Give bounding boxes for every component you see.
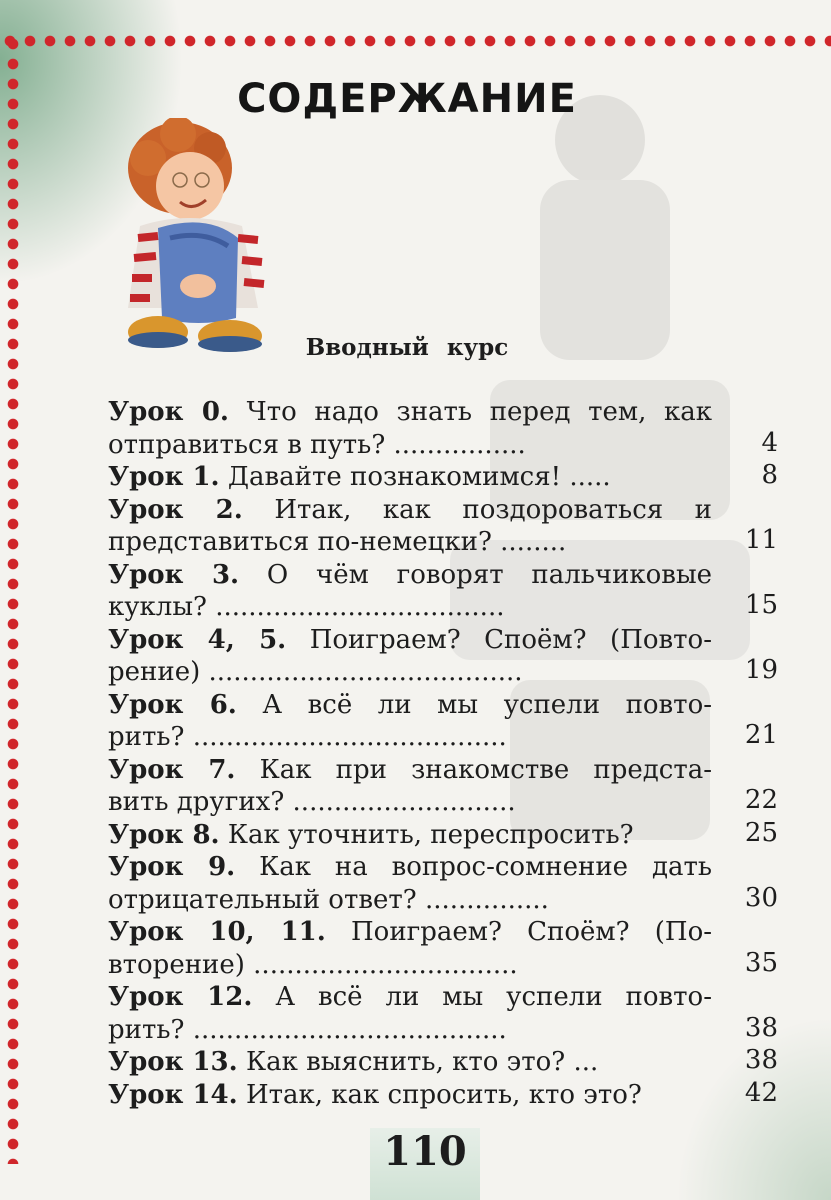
lesson-title-text: отрицательный ответ? ............... — [108, 884, 549, 915]
page-number: 110 — [383, 1128, 467, 1175]
toc-line — [108, 494, 712, 527]
page-reference: 11 — [744, 525, 778, 555]
page-reference: 8 — [761, 460, 778, 490]
toc-line — [108, 526, 712, 559]
page-reference: 38 — [744, 1012, 778, 1043]
lesson-title-text: отправиться в путь? ................ — [108, 429, 526, 460]
section-heading: Вводный курс — [305, 334, 509, 361]
toc-entry[interactable] — [108, 689, 788, 754]
lesson-title-text: вторение) ................................ — [108, 949, 518, 980]
lesson-label: Урок 10, 11. — [108, 917, 326, 947]
page-reference: 21 — [744, 720, 778, 750]
lesson-title-text: рение) ...................................... — [108, 657, 523, 687]
toc-line — [108, 461, 712, 494]
left-dotted-border — [6, 34, 20, 1164]
page-title: СОДЕРЖАНИЕ — [237, 76, 577, 122]
lesson-label: Урок 9. — [108, 852, 236, 882]
page-reference: 42 — [744, 1077, 778, 1108]
lesson-label: Урок 14. — [108, 1079, 238, 1110]
toc-entry[interactable] — [108, 559, 788, 624]
lesson-title-text: Что надо знать перед тем, как — [246, 397, 712, 427]
toc-line — [108, 624, 712, 657]
page-reference: 19 — [744, 655, 778, 685]
lesson-label: Урок 6. — [108, 689, 237, 720]
toc-entry[interactable] — [108, 819, 788, 852]
page-reference: 30 — [744, 882, 778, 913]
lesson-label: Урок 13. — [108, 1047, 238, 1077]
toc-entry[interactable] — [108, 851, 788, 916]
lesson-label: Урок 12. — [108, 982, 253, 1012]
page-reference: 35 — [744, 947, 778, 978]
toc-line — [108, 656, 712, 689]
toc-line — [108, 591, 712, 624]
lesson-title-text: рить? ...................................... — [108, 1014, 507, 1045]
lesson-title-text: Поиграем? Споём? (По- — [351, 917, 712, 947]
toc-line — [108, 851, 712, 884]
page-reference: 38 — [744, 1045, 778, 1075]
toc-line — [108, 429, 712, 462]
toc-line — [108, 819, 712, 852]
toc-entry[interactable] — [108, 461, 788, 494]
table-of-contents — [108, 396, 788, 1111]
toc-line — [108, 1079, 712, 1112]
toc-line — [108, 949, 712, 982]
toc-line — [108, 559, 712, 592]
boy-sitting-illustration — [118, 118, 278, 358]
page-reference: 25 — [744, 817, 778, 848]
lesson-label: Урок 7. — [108, 754, 236, 785]
toc-line — [108, 786, 712, 819]
toc-entry[interactable] — [108, 624, 788, 689]
page-reference: 15 — [744, 590, 778, 620]
toc-entry[interactable] — [108, 916, 788, 981]
lesson-title-text: А всё ли мы успели повто- — [262, 689, 712, 720]
lesson-title-text: Как выяснить, кто это? ... — [245, 1047, 599, 1077]
lesson-title-text: Как на вопрос-сомнение дать — [259, 852, 712, 882]
toc-line — [108, 396, 712, 429]
top-dotted-border — [0, 34, 831, 48]
lesson-title-text: куклы? ................................... — [108, 592, 505, 622]
lesson-title-text: вить других? ........................... — [108, 787, 516, 817]
toc-entry[interactable] — [108, 494, 788, 559]
toc-line — [108, 981, 712, 1014]
page-reference: 22 — [744, 785, 778, 815]
lesson-label: Урок 8. — [108, 819, 220, 850]
toc-line — [108, 1014, 712, 1047]
lesson-title-text: Как при знакомстве предста- — [259, 754, 712, 785]
toc-line — [108, 754, 712, 787]
lesson-label: Урок 1. — [108, 462, 220, 492]
lesson-title-text: Как уточнить, переспросить? — [227, 819, 634, 850]
toc-entry[interactable] — [108, 1046, 788, 1079]
lesson-title-text: рить? ...................................... — [108, 722, 507, 752]
lesson-title-text: Итак, как спросить, кто это? — [245, 1079, 642, 1110]
toc-line — [108, 916, 712, 949]
lesson-title-text: Поиграем? Споём? (Повто- — [309, 624, 712, 655]
lesson-label: Урок 0. — [108, 397, 229, 427]
lesson-title-text: Итак, как поздороваться и — [274, 494, 712, 525]
toc-entry[interactable] — [108, 1079, 788, 1112]
lesson-label: Урок 2. — [108, 494, 243, 525]
page-reference: 4 — [761, 427, 778, 458]
toc-entry[interactable] — [108, 396, 788, 461]
lesson-title-text: А всё ли мы успели повто- — [275, 982, 712, 1012]
lesson-label: Урок 3. — [108, 559, 240, 590]
lesson-title-text: представиться по-немецки? ........ — [108, 527, 567, 557]
toc-line — [108, 1046, 712, 1079]
lesson-label: Урок 4, 5. — [108, 624, 287, 655]
toc-entry[interactable] — [108, 754, 788, 819]
lesson-title-text: О чём говорят пальчиковые — [266, 559, 712, 590]
toc-entry[interactable] — [108, 981, 788, 1046]
lesson-title-text: Давайте познакомимся! ..... — [227, 462, 611, 492]
toc-line — [108, 689, 712, 722]
toc-line — [108, 884, 712, 917]
toc-line — [108, 721, 712, 754]
